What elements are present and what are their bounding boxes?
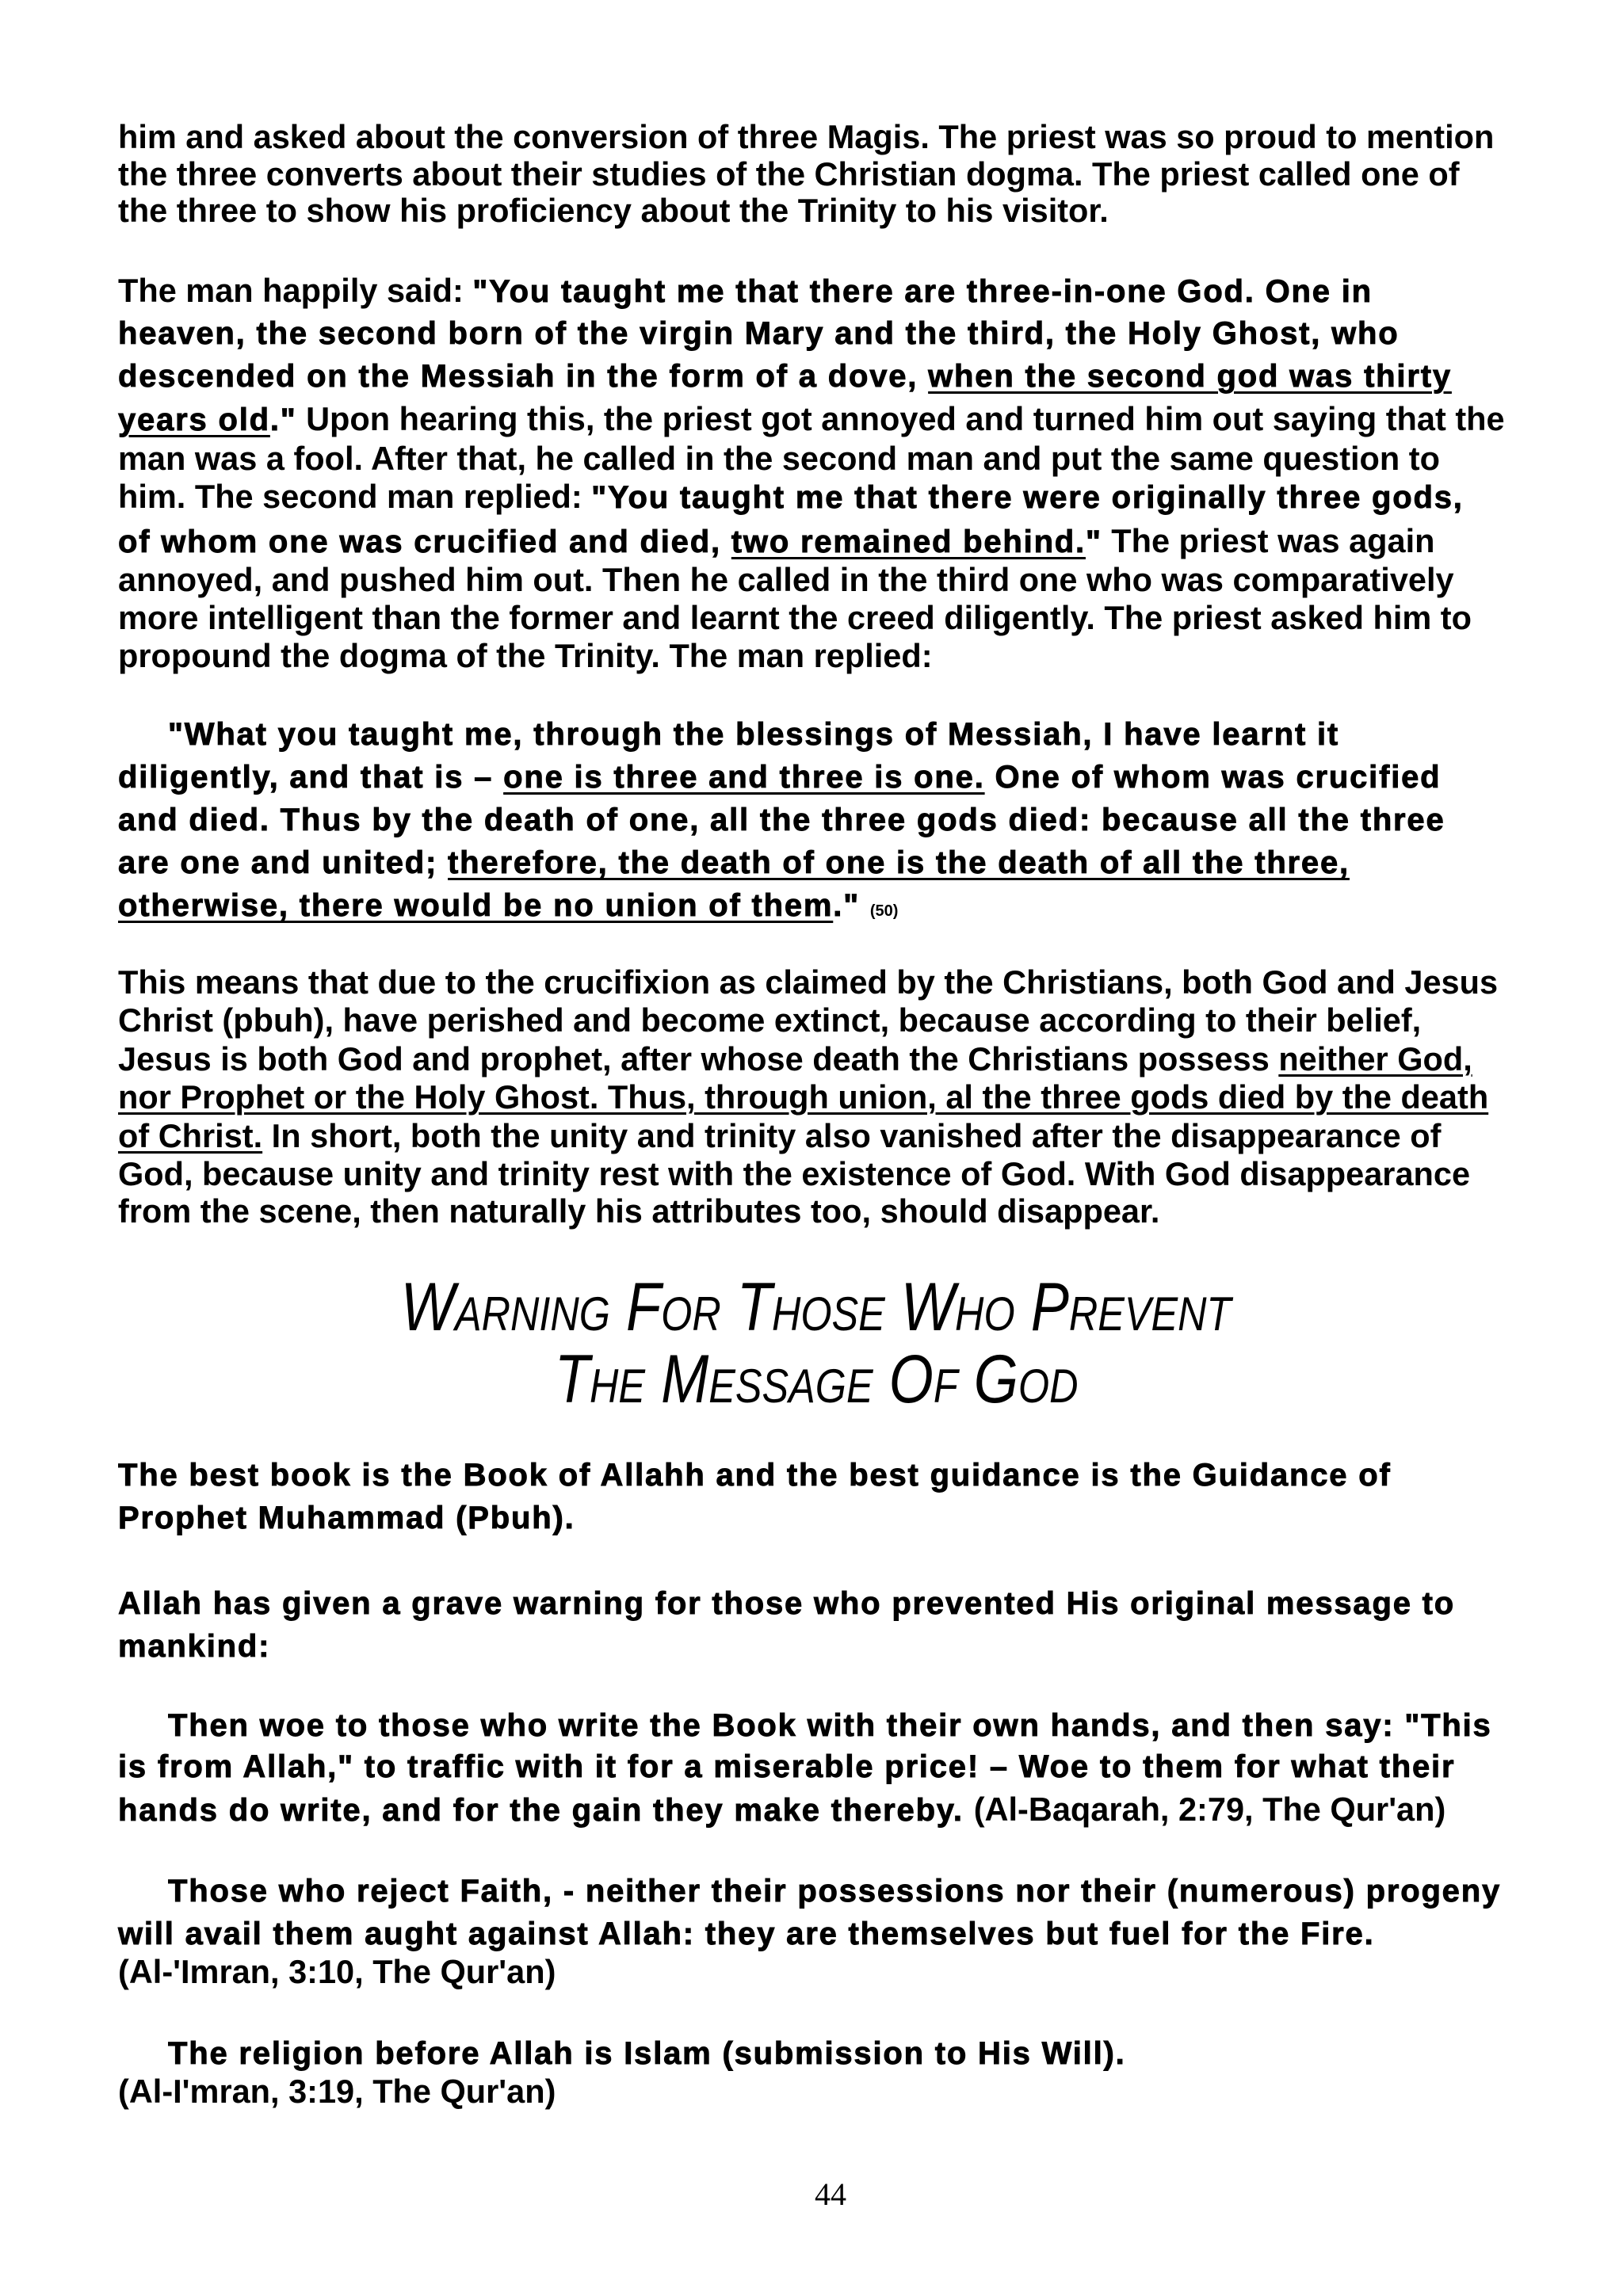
body-text: The best book is the Book of Allahh and the best guidance is the Guidance of [118,1458,1392,1493]
body-text: Christ (pbuh), have perished and become extinct, because according to their belief, [118,1001,1422,1039]
verse-text: Those who reject Faith, - neither their possessions nor their (numerous) progeny [168,1874,1502,1909]
quoted-speech: and died. Thus by the death of one, all the three gods died: because all the three [118,803,1445,837]
body-text: mankind: [118,1629,271,1664]
page-number: 44 [815,2176,846,2212]
underlined-text: one is three and three is one. [503,760,985,795]
body-text: the three to show his proficiency about the Trinity to his visitor. [118,192,1109,229]
underlined-text: nor Prophet or the Holy Ghost. Thus, through union, al the three gods died by the death [118,1078,1489,1116]
text-line [118,799,1445,841]
text-line [118,154,1460,195]
text-line [118,270,1373,311]
text-line [118,190,1109,231]
text-line [118,757,1441,798]
underlined-text: otherwise, there would be no union of them [118,888,834,923]
text-line [118,1913,1375,1955]
text-line [118,438,1440,479]
quoted-speech: "You taught me that there were originally three gods, [591,480,1464,515]
body-text: him. The second man replied: [118,478,592,515]
quoted-speech: ." [269,402,297,437]
text-line [118,559,1454,601]
underlined-text: years old [118,402,270,437]
body-text: man was a fool. After that, he called in the second man and put the same question to [118,440,1440,477]
quoted-speech: descended on the Messiah in the form of a dove, [118,359,929,394]
underlined-text: when the second god was thirty [928,359,1452,394]
heading-line [118,1341,1514,1417]
text-line [118,1583,1455,1624]
body-text: God, because unity and trinity rest with the existence of God. With God disappearance [118,1155,1471,1192]
quoted-speech: "You taught me that there are three-in-one God. One in [472,274,1373,309]
underlined-text: of Christ. [118,1117,263,1154]
verse-text: will avail them aught against Allah: they are themselves but fuel for the Fire. [118,1917,1375,1951]
body-text: propound the dogma of the Trinity. The man replied: [118,637,933,674]
body-text: more intelligent than the former and learnt the creed diligently. The priest asked him to [118,599,1472,636]
text-line [118,116,1494,158]
quoted-speech: ." [833,888,870,923]
text-line [118,962,1498,1003]
heading-line [118,1269,1514,1345]
text-line [118,1455,1392,1496]
text-line [168,714,1339,755]
footnote-marker: (50) [869,902,899,920]
verse-text: is from Allah," to traffic with it for a miserable price! – Woe to them for what their [118,1749,1456,1784]
text-line [118,1000,1421,1041]
body-text: annoyed, and pushed him out. Then he called in the third one who was comparatively [118,561,1454,598]
text-line [118,399,1505,440]
text-line [118,635,933,677]
text-line [118,1039,1472,1080]
text-line [118,2071,556,2112]
text-line [118,1497,575,1539]
body-text: the three converts about their studies of the Christian dogma. The priest called one of [118,155,1460,193]
text-line [118,1951,556,1993]
quoted-speech: are one and united; [118,845,449,880]
text-line [168,1871,1501,1912]
citation: (Al-Baqarah, 2:79, The Qur'an) [973,1791,1446,1828]
quoted-speech: heaven, the second born of the virgin Mary and the third, the Holy Ghost, who [118,316,1400,351]
citation: (Al-I'mran, 3:19, The Qur'an) [118,2073,556,2110]
text-line [168,2033,1126,2074]
underlined-text: therefore, the death of one is the death of all the three, [448,845,1350,880]
body-text: him and asked about the conversion of three Magis. The priest was so proud to mention [118,118,1495,155]
underlined-text: neither God, [1278,1040,1472,1077]
text-line [118,1746,1455,1787]
text-line [118,313,1400,354]
text-line [168,1705,1492,1746]
body-text: Upon hearing this, the priest got annoyed and turned him out saying that the [296,400,1505,437]
quoted-speech: "What you taught me, through the blessings of Messiah, I have learnt it [168,717,1340,752]
body-text: The priest was again [1102,522,1435,559]
verse-text: hands do write, and for the gain they make thereby. [118,1793,974,1828]
quoted-speech: diligently, and that is – [118,760,504,795]
verse-text: The religion before Allah is Islam (submission to His Will). [168,2036,1126,2071]
text-line [118,885,898,926]
text-line [118,1626,270,1667]
text-line [118,1077,1488,1118]
body-text: from the scene, then naturally his attributes too, should disappear. [118,1192,1160,1230]
text-line [118,1154,1470,1195]
text-line [118,1191,1159,1232]
quoted-speech: One of whom was crucified [984,760,1442,795]
heading-text: The Message Of God [554,1341,1079,1417]
body-text: This means that due to the crucifixion as claimed by the Christians, both God and Jesus [118,963,1499,1001]
text-line [118,476,1464,517]
text-line [118,1116,1441,1157]
quoted-speech: " [1085,524,1102,559]
body-text: Prophet Muhammad (Pbuh). [118,1501,575,1535]
text-line [118,842,1350,883]
body-text: The man happily said: [118,272,473,309]
quoted-speech: of whom one was crucified and died, [118,524,731,559]
underlined-text: two remained behind. [731,524,1086,559]
body-text: Allah has given a grave warning for those who prevented His original message to [118,1586,1456,1621]
text-line [118,597,1472,639]
section-heading [118,1269,1514,1417]
verse-text: Then woe to those who write the Book with their own hands, and then say: "This [168,1708,1492,1743]
citation: (Al-'Imran, 3:10, The Qur'an) [118,1953,556,1990]
text-line [118,1789,1445,1830]
text-line [118,521,1434,562]
body-text: Jesus is both God and prophet, after whose death the Christians possess [118,1040,1279,1077]
heading-text: Warning For Those Who Prevent [401,1269,1232,1345]
text-line [118,356,1452,397]
body-text: In short, both the unity and trinity also vanished after the disappearance of [262,1117,1442,1154]
